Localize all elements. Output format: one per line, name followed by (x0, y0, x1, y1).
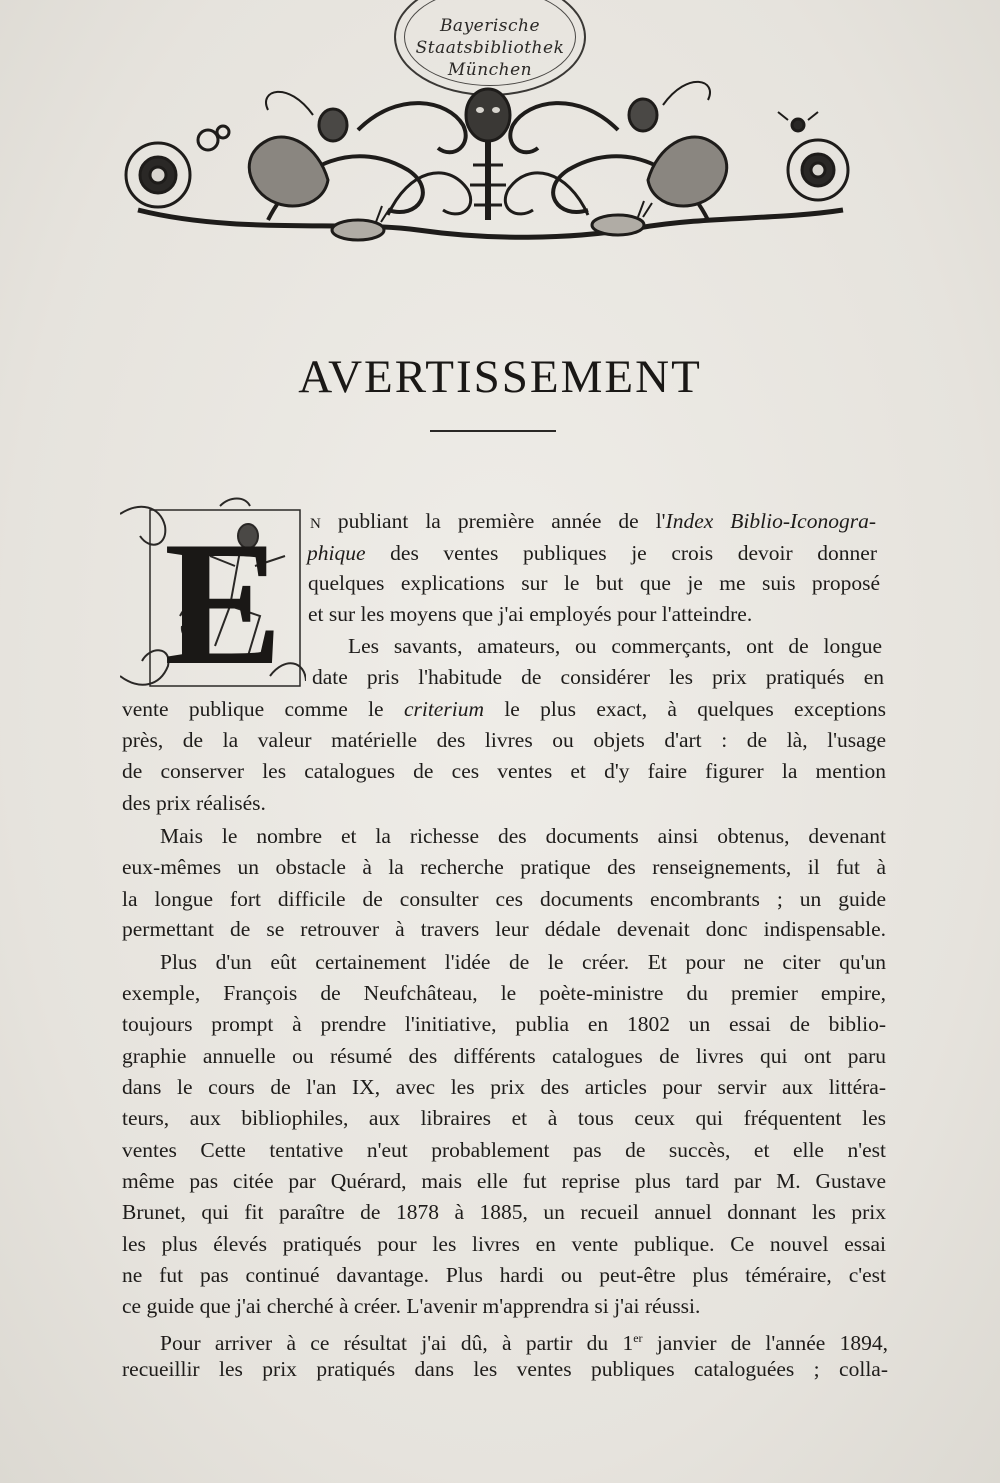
page-title: AVERTISSEMENT (298, 351, 702, 403)
text-line-2: phique des ventes publiques je crois devoir donner (307, 541, 877, 565)
text-line-14: permettant de se retrouver à travers leur dédale devenait donc indispensable. (122, 917, 886, 941)
text-line-13: la longue fort difficile de consulter ces documents encombrants ; un guide (122, 887, 886, 911)
text-line-21: ventes Cette tentative n'eut probablement pas de succès, et elle n'est (122, 1138, 886, 1162)
drop-cap (120, 496, 306, 702)
text-line-11: Mais le nombre et la richesse des documents ainsi obtenus, devenant (160, 824, 886, 848)
stamp-line-3: München (447, 60, 533, 80)
text-line-20: teurs, aux bibliophiles, aux libraires et à tous ceux qui fréquentent les (122, 1106, 886, 1130)
text-line-17: toujours prompt à prendre l'initiative, publia en 1802 un essai de biblio- (122, 1012, 886, 1036)
text-line-6: date pris l'habitude de considérer les prix pratiqués en (312, 665, 884, 689)
text-line-26: ce guide que j'ai cherché à créer. L'avenir m'apprendra si j'ai réussi. (122, 1294, 701, 1318)
drop-cap-letter: E (164, 504, 283, 702)
text-line-22: même pas citée par Quérard, mais elle fut reprise plus tard par M. Gustave (122, 1169, 886, 1193)
text-line-25: ne fut pas continué davantage. Plus hardi ou peut-être plus téméraire, c'est (122, 1263, 886, 1287)
text-line-12: eux-mêmes un obstacle à la recherche pratique des renseignements, il fut à (122, 855, 886, 879)
text-line-10: des prix réalisés. (122, 791, 266, 815)
stamp-line-1: Bayerische (439, 16, 541, 36)
text-line-19: dans le cours de l'an IX, avec les prix des articles pour servir aux littéra- (122, 1075, 886, 1099)
text-line-24: les plus élevés pratiqués pour les livres en vente publique. Ce nouvel essai (122, 1232, 886, 1256)
stamp-line-2: Staatsbibliothek (415, 38, 565, 58)
text-line-4: et sur les moyens que j'ai employés pour l'atteindre. (308, 602, 753, 626)
text-line-3: quelques explications sur le but que je me suis proposé (308, 571, 880, 595)
text-line-23: Brunet, qui fit paraître de 1878 à 1885, un recueil annuel donnant les prix (122, 1200, 886, 1224)
text-line-28: recueillir les prix pratiqués dans les ventes publiques cataloguées ; colla- (122, 1357, 888, 1381)
text-line-1: N publiant la première année de l'Index Biblio-Iconogra- (310, 509, 876, 533)
text-line-5: Les savants, amateurs, ou commerçants, ont de longue (348, 634, 882, 658)
text-line-16: exemple, François de Neufchâteau, le poète-ministre du premier empire, (122, 981, 886, 1005)
text-line-15: Plus d'un eût certainement l'idée de le créer. Et pour ne citer qu'un (160, 950, 886, 974)
text-line-7: vente publique comme le criterium le plus exact, à quelques exceptions (122, 697, 886, 721)
text-line-18: graphie annuelle ou résumé des différents catalogues de livres qui ont paru (122, 1044, 886, 1068)
text-line-9: de conserver les catalogues de ces ventes et d'y faire figurer la mention (122, 759, 886, 783)
ornamental-headpiece-icon (118, 70, 858, 250)
text-line-27: Pour arriver à ce résultat j'ai dû, à partir du 1er janvier de l'année 1894, (160, 1331, 889, 1356)
text-line-8: près, de la valeur matérielle des livres ou objets d'art : de là, l'usage (122, 728, 886, 752)
title-rule (430, 430, 556, 432)
